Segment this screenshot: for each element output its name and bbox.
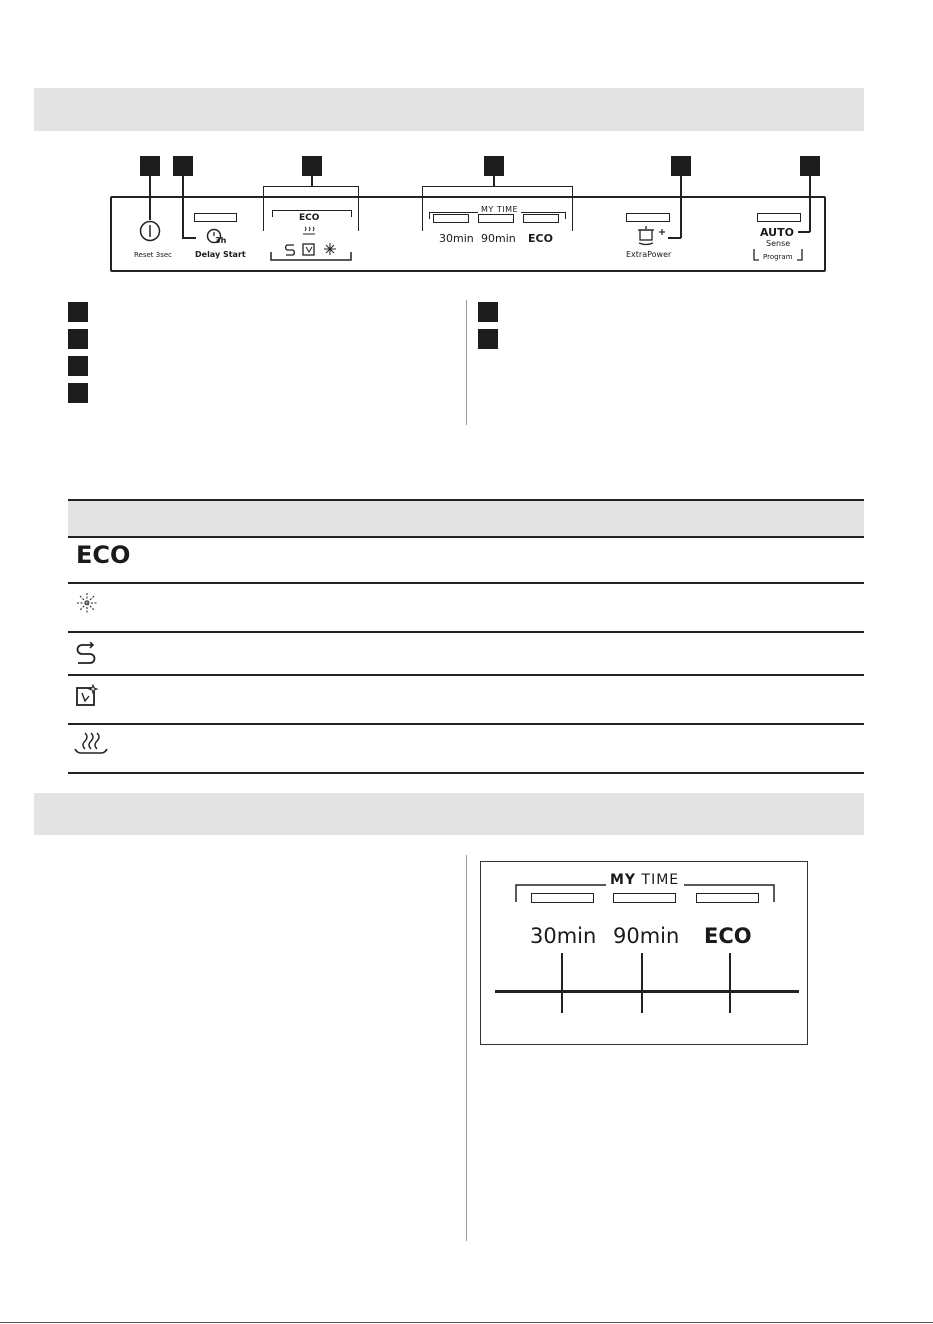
- program-label: Program: [763, 253, 793, 261]
- callout-5: [671, 156, 691, 176]
- section-header-band-1: [34, 88, 864, 131]
- cycle-icon-small[interactable]: [283, 243, 297, 257]
- legend-marker-5: [478, 302, 498, 322]
- extrapower-label: ExtraPower: [626, 250, 672, 259]
- detail-led-30: [531, 893, 594, 903]
- option-30min[interactable]: 30min: [439, 232, 474, 245]
- legend-divider: [466, 300, 467, 425]
- detail-tick-90: [641, 953, 643, 1013]
- eco-symbol: ECO: [76, 541, 131, 569]
- sparkle-icon-small[interactable]: [323, 242, 337, 256]
- sense-label: Sense: [766, 239, 791, 248]
- row-divider-1: [68, 582, 864, 584]
- mytime-led-30: [433, 214, 469, 223]
- section-header-band-2: [34, 793, 864, 835]
- extrapower-icon[interactable]: [637, 224, 667, 246]
- mytime-time: TIME: [641, 872, 680, 888]
- drying-icon: [73, 731, 109, 755]
- detail-led-90: [613, 893, 676, 903]
- extrapower-led: [626, 213, 670, 222]
- cycle-icon: [75, 642, 97, 664]
- delay-icon-text: 3h: [215, 236, 227, 245]
- detail-tick-eco: [729, 953, 731, 1013]
- callout-3: [302, 156, 322, 176]
- legend-marker-3: [68, 356, 88, 376]
- glass-care-icon-small[interactable]: [302, 242, 316, 256]
- option-90min[interactable]: 90min: [481, 232, 516, 245]
- detail-option-30min: 30min: [530, 924, 597, 948]
- sparkle-icon: [76, 592, 98, 614]
- glass-care-icon: [75, 684, 99, 708]
- detail-option-90min: 90min: [613, 924, 680, 948]
- mytime-led-90: [478, 214, 514, 223]
- eco-top-bracket: [272, 210, 352, 217]
- callout-2: [173, 156, 193, 176]
- row-divider-3: [68, 674, 864, 676]
- column-divider: [466, 855, 467, 1241]
- detail-tick-30: [561, 953, 563, 1013]
- row-divider-5: [68, 772, 864, 774]
- legend-marker-2: [68, 329, 88, 349]
- reset-label: Reset 3sec: [134, 251, 173, 259]
- auto-led: [757, 213, 801, 222]
- power-icon[interactable]: [139, 220, 161, 242]
- row-divider-4: [68, 723, 864, 725]
- detail-led-eco: [696, 893, 759, 903]
- callout-6: [800, 156, 820, 176]
- eco-label: ECO: [299, 213, 320, 223]
- mytime-led-eco: [523, 214, 559, 223]
- legend-marker-4: [68, 383, 88, 403]
- leader-3: [311, 176, 313, 186]
- legend-marker-6: [478, 329, 498, 349]
- delay-label: Delay Start: [195, 250, 246, 259]
- mytime-detail-label: [610, 872, 679, 888]
- callout-4: [484, 156, 504, 176]
- symbols-table-header: [68, 499, 864, 538]
- leader-4: [493, 176, 495, 186]
- legend-marker-1: [68, 302, 88, 322]
- detail-option-eco: ECO: [704, 924, 752, 948]
- callout-1: [140, 156, 160, 176]
- mytime-my: MY: [610, 872, 637, 888]
- page-bottom-rule: [0, 1322, 933, 1323]
- auto-label[interactable]: AUTO: [760, 226, 794, 239]
- option-eco[interactable]: ECO: [528, 232, 553, 245]
- delay-led: [194, 213, 237, 222]
- row-divider-2: [68, 631, 864, 633]
- detail-baseline: [495, 990, 799, 993]
- mytime-label: MY TIME: [478, 205, 521, 214]
- drying-icon-small: [302, 226, 316, 236]
